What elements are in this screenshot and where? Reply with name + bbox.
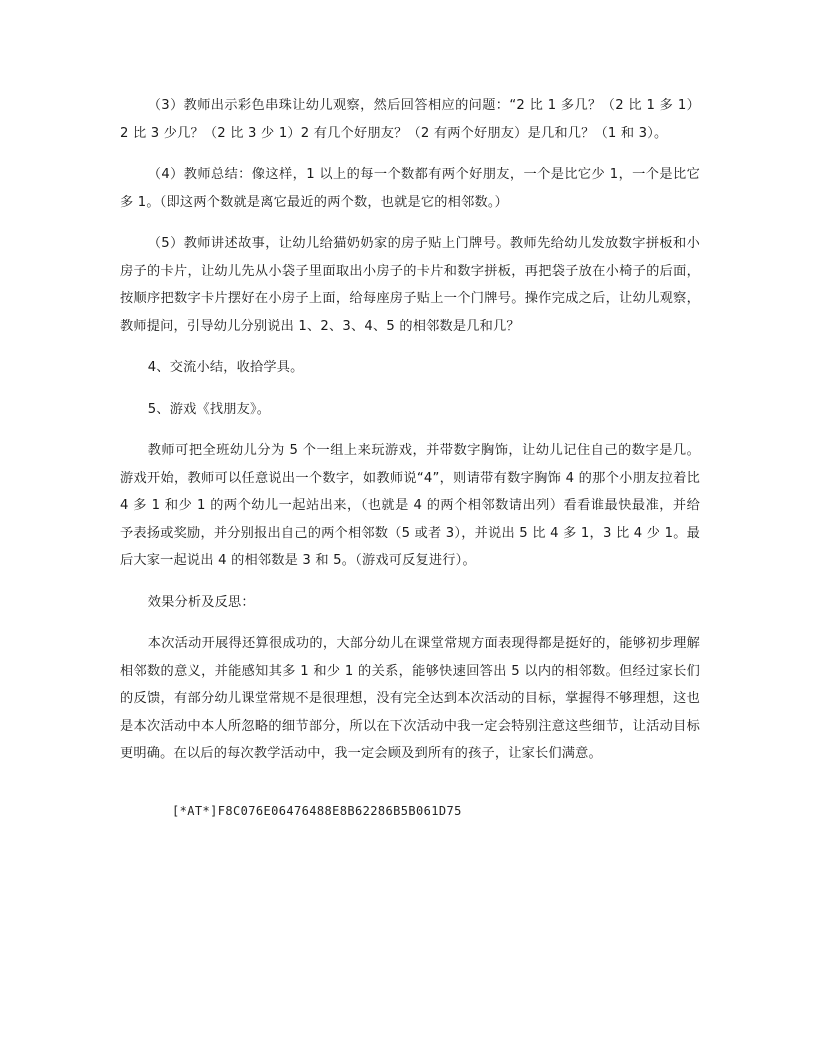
paragraph-reflection-heading: 效果分析及反思： <box>147 594 255 610</box>
paragraph-game-description: 教师可把全班幼儿分为 5 个一组上来玩游戏，并带数字胸饰，让幼儿记住自己的数字是几。游戏开始，教师可以任意说出一个数字，如教师说“4”，则请带有数字胸饰 4 的那个小朋友拉着比 4 多 1 和少 1 的两个幼儿一起站出来，（也就是 4 的两个相邻数请出列）看看谁最快最准，并给予表扬或奖励，并分别报出自己的两个相邻数（5 或者 3），并说出 5 比 4 多 1，3 比 4 少 1。最后大家一起说出 4 的相邻数是 3 和 5。（游戏可反复进行）。 <box>120 443 700 568</box>
paragraph-game-title: 5、游戏《找朋友》。 <box>147 401 271 417</box>
document-body <box>120 92 700 782</box>
document-hash-code: [*AT*]F8C076E06476488E8B62286B5B061D75 <box>172 804 462 818</box>
paragraph-step-3: （3）教师出示彩色串珠让幼儿观察，然后回答相应的问题：“2 比 1 多几？（2 比 1 多 1）2 比 3 少几？（2 比 3 少 1）2 有几个好朋友？（2 有两个好朋友）是几和几？（1 和 3）。 <box>120 98 700 141</box>
paragraph-reflection-body: 本次活动开展得还算很成功的，大部分幼儿在课堂常规方面表现得都是挺好的，能够初步理解相邻数的意义，并能感知其多 1 和少 1 的关系，能够快速回答出 5 以内的相邻数。但经过家长们的反馈，有部分幼儿课堂常规不是很理想，没有完全达到本次活动的目标，掌握得不够理想，这也是本次活动中本人所忽略的细节部分，所以在下次活动中我一定会特别注意这些细节，让活动目标更明确。在以后的每次教学活动中，我一定会顾及到所有的孩子，让家长们满意。 <box>120 636 700 761</box>
paragraph-step-4: （4）教师总结：像这样，1 以上的每一个数都有两个好朋友，一个是比它少 1，一个是比它多 1。（即这两个数就是离它最近的两个数，也就是它的相邻数。） <box>120 167 700 210</box>
paragraph-summary-step: 4、交流小结，收拾学具。 <box>147 360 304 375</box>
paragraph-step-5: （5）教师讲述故事，让幼儿给猫奶奶家的房子贴上门牌号。教师先给幼儿发放数字拼板和小房子的卡片，让幼儿先从小袋子里面取出小房子的卡片和数字拼板，再把袋子放在小椅子的后面，按顺序把数字卡片摆好在小房子上面，给每座房子贴上一个门牌号。操作完成之后，让幼儿观察，教师提问，引导幼儿分别说出 1、2、3、4、5 的相邻数是几和几？ <box>120 236 700 334</box>
